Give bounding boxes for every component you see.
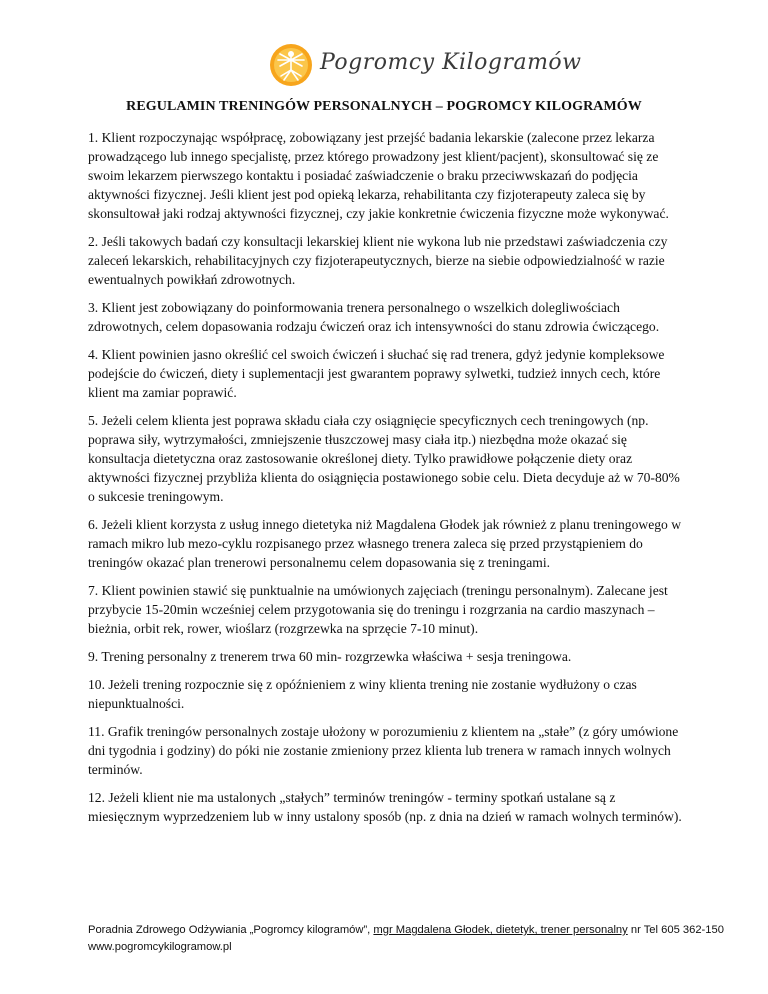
page-footer [88,922,728,956]
paragraph-10: 10. Jeżeli trening rozpocznie się z opóźnieniem z winy klienta trening nie zostanie wydłużony o czas niepunktualności. [88,677,637,711]
paragraph-4: 4. Klient powinien jasno określić cel swoich ćwiczeń i słuchać się rad trenera, gdyż jedynie kompleksowe podejście do ćwiczeń, diety i suplementacji jest gwarantem poprawy sylwetki, tudzież innych cech, które klient ma zamiar poprawić. [88,347,665,400]
footer-contact-line [88,922,728,939]
paragraph-12: 12. Jeżeli klient nie ma ustalonych „stałych” terminów treningów - terminy spotkań ustalane są z miesięcznym wyprzedzeniem lub w inny ustalony sposób (np. z dnia na dzień w ramach wolnych terminów). [88,790,682,824]
paragraph-9: 9. Trening personalny z trenerem trwa 60 min- rozgrzewka właściwa + sesja treningowa. [88,649,572,664]
paragraph-3: 3. Klient jest zobowiązany do poinformowania trenera personalnego o wszelkich dolegliwościach zdrowotnych, celem dopasowania rodzaju ćwiczeń oraz ich intensywności do stanu zdrowia ćwiczącego. [88,300,660,334]
footer-prefix: Poradnia Zdrowego Odżywiania „Pogromcy kilogramów”, [88,924,374,936]
paragraph-5: 5. Jeżeli celem klienta jest poprawa składu ciała czy osiągnięcie specyficznych cech treningowych (np. poprawa siły, wytrzymałości, zmniejszenie tłuszczowej masy ciała itp.) niezbędna może okazać się konsultacja dietetyczna oraz zastosowanie określonej diety. Tylko prawidłowe połączenie diety oraz aktywności fizycznej przybliża klienta do osiągnięcia postawionego sobie celu. Dieta decyduje aż w 70-80% o sukcesie treningowym. [88,413,680,504]
logo [268,40,582,92]
paragraph-11: 11. Grafik treningów personalnych zostaje ułożony w porozumieniu z klientem na „stałe” (z góry umówione dni tygodnia i godziny) do póki nie zostanie zmieniony przez klienta lub trenera w ramach innych wolnych terminów. [88,724,679,777]
document-body [88,128,688,835]
paragraph-6: 6. Jeżeli klient korzysta z usług innego dietetyka niż Magdalena Głodek jak również z planu treningowego w ramach mikro lub mezo-cyklu rozpisanego przez własnego trenera zaleca się przed przystąpieniem do treningów okazać plan trenerowi personalnemu celem dopasowania się z treningami. [88,517,682,570]
paragraph-7: 7. Klient powinien stawić się punktualnie na umówionych zajęciach (treningu personalnym). Zalecane jest przybycie 15-20min wcześniej celem przygotowania się do treningu i rozgrzania na cardio maszynach – bieżnia, orbit rek, rower, wioślarz (rozgrzewka na sprzęcie 7-10 minut). [88,583,668,636]
vitruvian-sun-icon [268,42,314,88]
document-title: REGULAMIN TRENINGÓW PERSONALNYCH – POGROMCY KILOGRAMÓW [126,99,642,114]
paragraph-2: 2. Jeśli takowych badań czy konsultacji lekarskiej klient nie wykona lub nie przedstawi zaświadczenia czy zaleceń lekarskich, rehabilitacyjnych czy fizjoterapeutycznych, bierze na siebie odpowiedzialność w razie ewentualnych powikłań zdrowotnych. [88,234,668,287]
footer-phone: nr Tel 605 362-150 [627,924,724,936]
logo-text: Pogromcy Kilogramów [320,50,582,75]
footer-website: www.pogromcykilogramow.pl [88,941,232,953]
paragraph-1: 1. Klient rozpoczynając współpracę, zobowiązany jest przejść badania lekarskie (zalecone przez lekarza prowadzącego lub innego specjalistę, przez którego prowadzony jest klient/pacjent), skonsultować się ze swoim lekarzem pierwszego kontaktu i posiadać zaświadczenie o braku przeciwwskazań do podjęcia aktywności fizycznej. Jeśli klient jest pod opieką lekarza, rehabilitanta czy fizjoterapeuty zaleca się by skonsultował jaki rodzaj aktywności fizycznej, czy jakie konkretnie ćwiczenia fizyczne może wykonywać. [88,130,669,221]
footer-author: mgr Magdalena Głodek, dietetyk, trener personalny [373,924,628,936]
